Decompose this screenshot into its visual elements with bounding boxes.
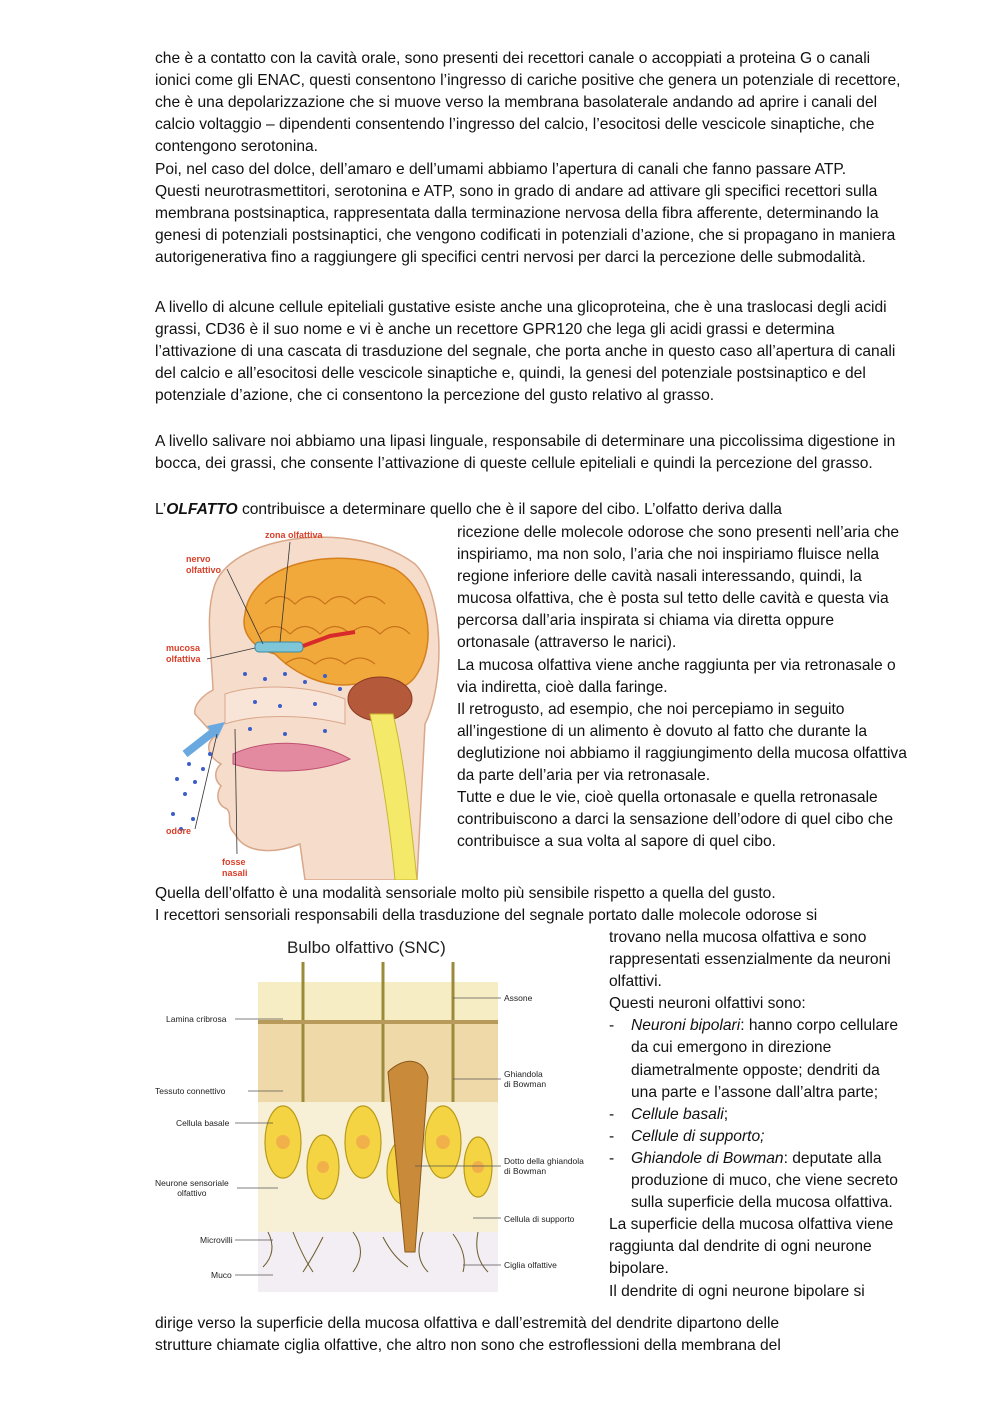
label-cellula-supporto: Cellula di supporto	[504, 1214, 575, 1224]
paragraph-2: Poi, nel caso del dolce, dell’amaro e dell’umami abbiamo l’apertura di canali che fanno passare ATP.	[155, 161, 847, 178]
label-nervo-olfattivo: nervo olfattivo	[186, 554, 221, 575]
label-neurone-sensoriale: Neurone sensoriale olfattivo	[155, 1178, 229, 1198]
olfactory-epithelium-figure	[153, 962, 601, 1296]
label-ciglia-olfattive: Ciglia olfattive	[504, 1260, 557, 1270]
olfatto-col-p1: ricezione delle molecole odorose che sono presenti nell’aria che inspiriamo, ma non solo, l’aria che noi inspiriamo fluisce nella regione inferiore delle cavità nasali interessando, quindi, la mucosa olfattiva, che è posta sul tetto delle cavità e questa via percorsa dall’aria inspirata si chiama via diretta oppure ortonasale (attraverso le narici).	[457, 524, 900, 652]
label-assone: Assone	[504, 993, 533, 1003]
olfatto-intro	[155, 499, 782, 521]
list-item-term: Cellule basali	[631, 1105, 724, 1123]
label-fosse-nasali: fosse nasali	[222, 857, 248, 878]
list-item-text: : hanno corpo cellulare da cui emergono in direzione diametralmente opposte; dendriti da una parte e l’assone dall’altra parte;	[631, 1017, 898, 1101]
label-ghiandola-bowman: Ghiandola di Bowman	[504, 1069, 547, 1089]
bottom-line-1: dirige verso la superficie della mucosa olfattiva e dall’estremità del dendrite dipartono delle	[155, 1315, 780, 1332]
neuroni-last-start: Il dendrite di ogni neurone bipolare si	[609, 1282, 865, 1300]
list-item-term: Neuroni bipolari	[631, 1017, 741, 1035]
label-tessuto-connettivo: Tessuto connettivo	[155, 1086, 226, 1096]
paragraph-5: A livello salivare noi abbiamo una lipasi linguale, responsabile di determinare una piccolissima digestione in bocca, dei grassi, che consente l’attivazione di queste cellule epiteliali e quindi la percezione del grasso.	[155, 433, 896, 473]
label-cellula-basale: Cellula basale	[176, 1118, 230, 1128]
label-lamina-cribrosa: Lamina cribrosa	[166, 1014, 227, 1024]
olfatto-column	[457, 522, 907, 853]
olfatto-term: OLFATTO	[166, 501, 238, 518]
neuroni-after: La superficie della mucosa olfattiva viene raggiunta dal dendrite di ogni neurone bipolare.	[609, 1216, 894, 1278]
figure2-title: Bulbo olfattivo (SNC)	[287, 938, 446, 957]
label-dotto-ghiandola: Dotto della ghiandola di Bowman	[504, 1156, 584, 1176]
bottom-line-2: strutture chiamate ciglia olfattive, che altro non sono che estroflessioni della membrana del	[155, 1337, 781, 1354]
olfatto-col-p3: Il retrogusto, ad esempio, che noi percepiamo in seguito all’ingestione di un alimento è dovuto al fatto che durante la deglutizione noi abbiamo il raggiungimento della mucosa olfattiva da parte dell’aria per via retronasale.	[457, 700, 907, 785]
list-item	[609, 1148, 907, 1214]
olfatto-col-p2: La mucosa olfattiva viene anche raggiunta per via retronasale o via indiretta, cioè dalla faringe.	[457, 656, 896, 696]
list-item	[609, 1104, 907, 1126]
neuroni-intro: trovano nella mucosa olfattiva e sono rappresentati essenzialmente da neuroni olfattivi.	[609, 929, 891, 991]
paragraph-1: che è a contatto con la cavità orale, sono presenti dei recettori canale o accoppiati a proteina G o canali ionici come gli ENAC, questi consentono l’ingresso di cariche positive che genera un potenziale di recettore, che è una depolarizzazione che si muove verso la membrana basolaterale andando ad aprire i canali del calcio voltaggio – dipendenti consentendo l’ingresso del calcio, l’esocitosi delle vescicole sinaptiche, che contengono serotonina.	[155, 50, 901, 156]
paragraph-3: Questi neurotrasmettitori, serotonina e ATP, sono in grado di andare ad attivare gli specifici recettori sulla membrana postsinaptica, rappresentata dalla terminazione nervosa della fibra afferente, determinando la genesi di potenziali postsinaptici, che vengono codificati in potenziali d’azione, che si propagano in maniera autorigenerativa fino a raggiungere gli specifici centri nervosi per darci la percezione delle submodalità.	[155, 183, 896, 267]
label-odore: odore	[166, 826, 192, 836]
olfatto-rest: contribuisce a determinare quello che è il sapore del cibo. L’olfatto deriva dalla	[237, 501, 782, 518]
list-item	[609, 1015, 907, 1103]
list-item-term: Cellule di supporto;	[631, 1127, 765, 1145]
mid-line-1: Quella dell’olfatto è una modalità sensoriale molto più sensibile rispetto a quella del gusto.	[155, 885, 776, 902]
label-muco: Muco	[211, 1270, 232, 1280]
neuroni-column	[609, 927, 907, 1303]
neuroni-list	[609, 1015, 907, 1214]
paragraph-4: A livello di alcune cellule epiteliali gustative esiste anche una glicoproteina, che è una traslocasi degli acidi grassi, CD36 è il suo nome e vi è anche un recettore GPR120 che lega gli acidi grassi e determina l’attivazione di una cascata di trasduzione del segnale, che porta anche in questo caso all’apertura di canali del calcio e all’esocitosi delle vescicole sinaptiche e, quindi, la genesi del potenziale postsinaptico e del potenziale d’azione, che ci consentono la percezione del gusto relativo al grasso.	[155, 299, 896, 405]
mid-line-2: I recettori sensoriali responsabili della trasduzione del segnale portato dalle molecole odorose si	[155, 907, 818, 924]
label-mucosa-olfattiva: mucosa olfattiva	[166, 643, 201, 664]
label-microvilli: Microvilli	[200, 1235, 233, 1245]
label-zona-olfattiva: zona olfattiva	[265, 530, 323, 540]
list-item-text: : deputate alla produzione di muco, che viene secreto sulla superficie della mucosa olfattiva.	[631, 1149, 898, 1212]
olfatto-col-p4: Tutte e due le vie, cioè quella ortonasale e quella retronasale contribuiscono a darci la sensazione dell’odore di quel cibo che contribuisce a sua volta al sapore di quel cibo.	[457, 789, 894, 851]
head-olfaction-figure	[155, 524, 445, 880]
list-item	[609, 1126, 907, 1148]
neuroni-list-intro: Questi neuroni olfattivi sono:	[609, 995, 806, 1013]
list-item-term: Ghiandole di Bowman	[631, 1149, 784, 1167]
olfatto-prefix: L’	[155, 501, 167, 518]
list-item-text: ;	[723, 1105, 729, 1123]
